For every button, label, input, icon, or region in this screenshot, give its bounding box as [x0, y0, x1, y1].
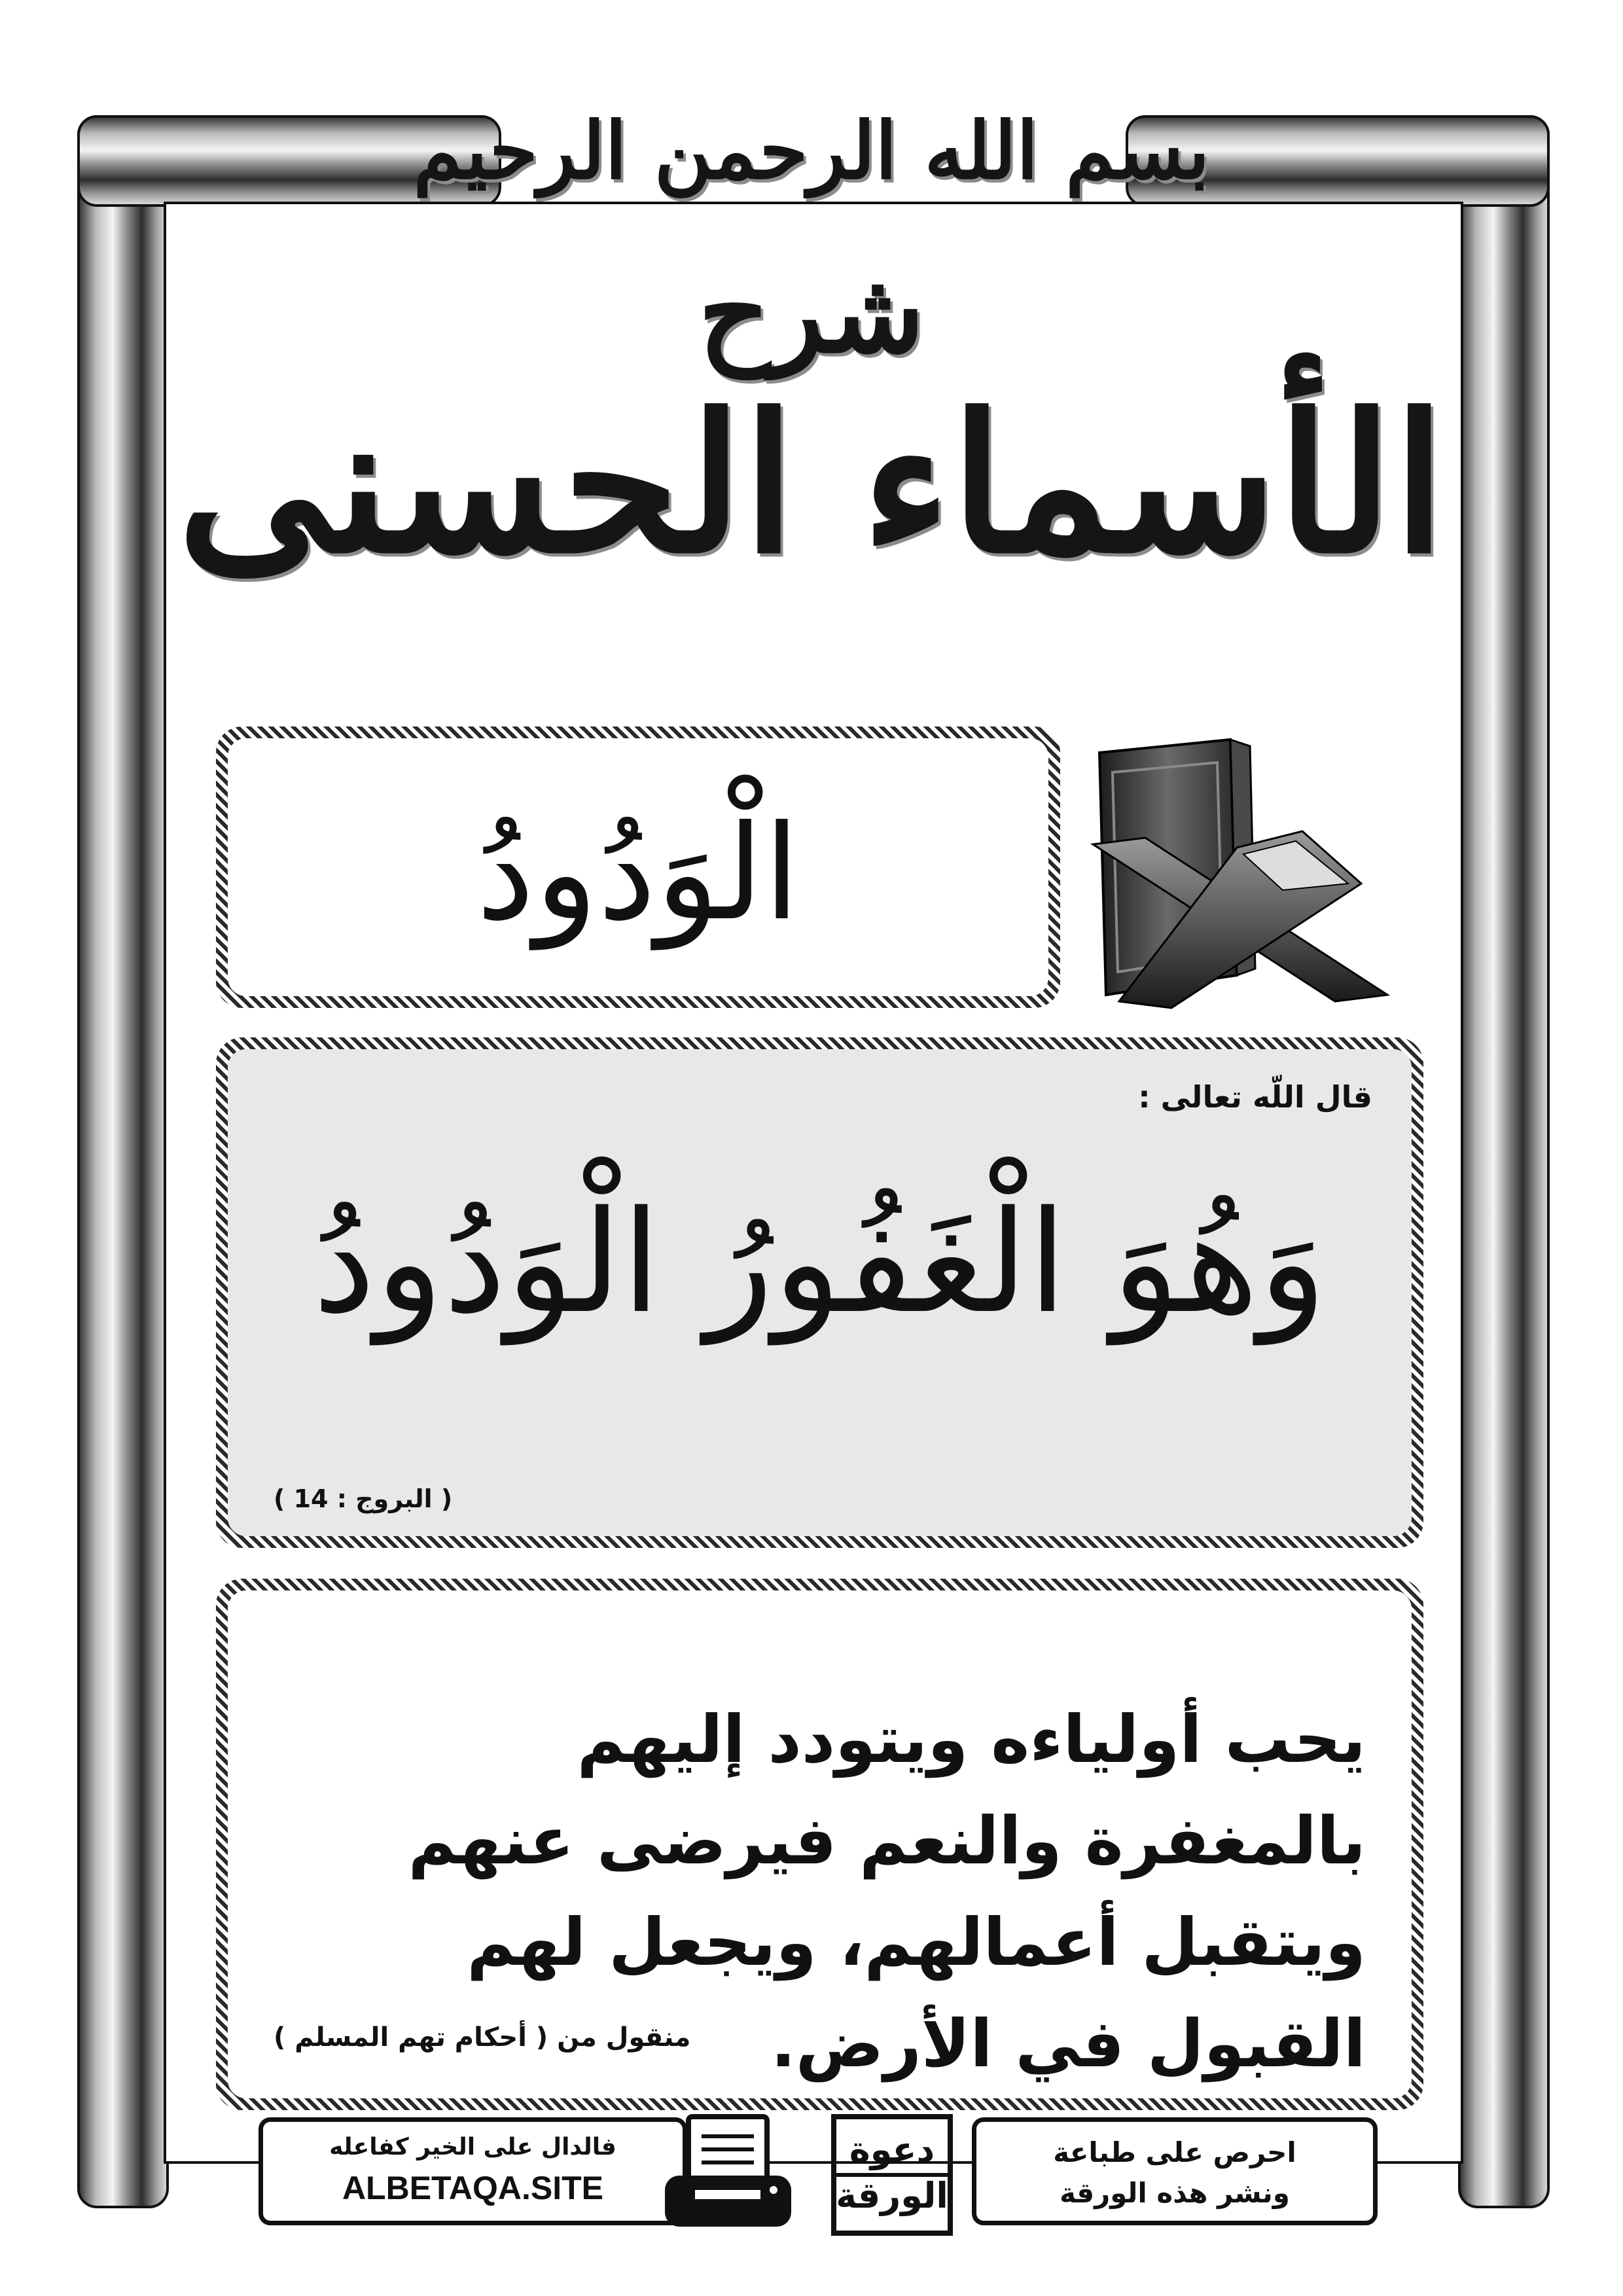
footer-print-line-2: ونشر هذه الورقة [1060, 2177, 1290, 2209]
verse-intro: قال اللّه تعالى : [1138, 1079, 1372, 1115]
logo-line-1: دعوة [849, 2129, 935, 2170]
verse-text: وَهُوَ الْغَفُورُ الْوَدُودُ [312, 1180, 1327, 1344]
series-word: شرح [698, 247, 925, 378]
name-card-inner [228, 738, 1048, 996]
kufic-logo-text [830, 2127, 954, 2219]
explanation-card-inner [228, 1590, 1412, 2098]
verse-card-inner [228, 1049, 1412, 1536]
verse-card [216, 1037, 1423, 1548]
footer-site-box [259, 2117, 687, 2225]
footer-print-line-1: احرص على طباعة [1053, 2136, 1296, 2168]
explanation-card [216, 1579, 1423, 2110]
divine-name: الْوَدُودُ [476, 797, 800, 950]
footer-site-link[interactable]: ALBETAQA.SITE [342, 2170, 604, 2206]
printer-icon [661, 2113, 795, 2231]
quran-on-stand-icon [1086, 733, 1394, 1021]
footer-print-box [972, 2117, 1378, 2225]
explanation-text: يحب أولياءه ويتودد إليهم بالمغفرة والنعم فيرضى عنهم ويتقبل أعمالهم، ويجعل لهم القبول في الأرض. [408, 1701, 1366, 2082]
series-title: الأسماء الحسنى [177, 373, 1446, 596]
verse-reference: ( البروج : 14 ) [274, 1484, 453, 1513]
logo-line-2: الورقة [836, 2175, 948, 2216]
basmala-heading: بسم الله الرحمن الرحيم [413, 105, 1210, 197]
footer-proverb: فالدال على الخير كفاعله [329, 2134, 616, 2161]
explanation-source: منقول من ( أحكام تهم المسلم ) [274, 2022, 691, 2053]
name-card [216, 726, 1060, 1008]
